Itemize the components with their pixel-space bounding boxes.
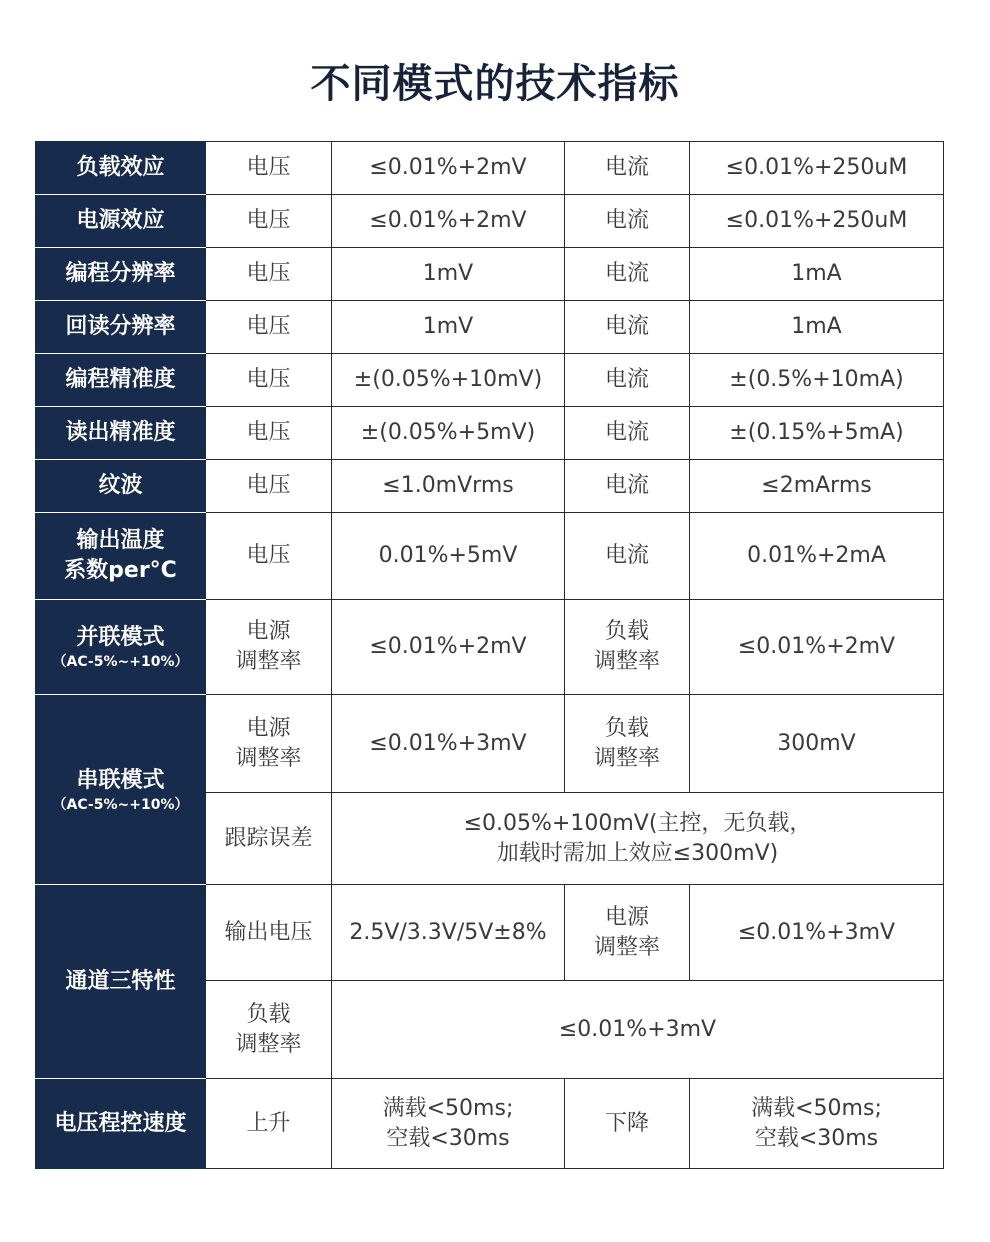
param-label: 跟踪误差 [206, 793, 332, 885]
param-label-line: 负载 [604, 715, 649, 741]
param-label [206, 695, 332, 793]
row-header: 电源效应 [36, 195, 206, 248]
param-value: ≤1.0mVrms [332, 460, 565, 513]
param-label-line: 调整率 [593, 934, 660, 960]
param-value: ≤0.01%+250uM [690, 142, 944, 195]
param-label [565, 600, 690, 695]
param-label: 电流 [565, 407, 690, 460]
param-value: 1mV [332, 301, 565, 354]
row-header: 编程精准度 [36, 354, 206, 407]
table-row [36, 600, 944, 695]
param-label: 电压 [206, 407, 332, 460]
table-row [36, 407, 944, 460]
param-value: ±(0.5%+10mA) [690, 354, 944, 407]
param-label-line: 负载 [604, 619, 649, 644]
param-label: 电压 [206, 195, 332, 248]
row-header [36, 695, 206, 885]
param-label-line: 调整率 [235, 649, 302, 674]
row-header [36, 600, 206, 695]
param-label-line: 电源 [246, 619, 291, 644]
param-value-line: 满载<50ms; [382, 1095, 514, 1121]
param-label-line: 电源 [604, 904, 649, 930]
param-value: 1mV [332, 248, 565, 301]
table-row [36, 695, 944, 793]
spec-table [35, 141, 944, 1169]
param-label-line: 调整率 [235, 1031, 302, 1057]
param-value: 300mV [690, 695, 944, 793]
row-header-line: 系数per°C [64, 558, 177, 583]
param-label: 上升 [206, 1079, 332, 1169]
row-header-line: 串联模式 [76, 767, 165, 793]
param-label-line: 调整率 [593, 649, 660, 674]
table-row [36, 142, 944, 195]
param-value: ±(0.05%+10mV) [332, 354, 565, 407]
param-value [332, 1079, 565, 1169]
param-value: ±(0.15%+5mA) [690, 407, 944, 460]
row-header: 负载效应 [36, 142, 206, 195]
param-label: 电压 [206, 142, 332, 195]
param-value: ≤2mArms [690, 460, 944, 513]
param-label: 电压 [206, 301, 332, 354]
param-label: 电压 [206, 354, 332, 407]
param-value: ≤0.01%+2mV [332, 195, 565, 248]
table-row [36, 301, 944, 354]
row-header: 编程分辨率 [36, 248, 206, 301]
param-label-line: 调整率 [593, 745, 660, 771]
param-label: 电流 [565, 248, 690, 301]
param-value: ≤0.01%+3mV [332, 695, 565, 793]
param-label: 电流 [565, 301, 690, 354]
param-value: ≤0.01%+2mV [332, 142, 565, 195]
param-label: 输出电压 [206, 885, 332, 981]
param-label [565, 885, 690, 981]
param-value-line: 空载<30ms [386, 1125, 510, 1151]
param-label: 电压 [206, 460, 332, 513]
param-value: 0.01%+5mV [332, 513, 565, 600]
param-value-line: 加载时需加上效应≤300mV) [496, 840, 779, 866]
param-label-line: 调整率 [235, 745, 302, 771]
param-value [332, 793, 944, 885]
param-label: 电压 [206, 513, 332, 600]
table-row [36, 195, 944, 248]
param-label: 电流 [565, 513, 690, 600]
param-value: 1mA [690, 248, 944, 301]
table-row [36, 248, 944, 301]
table-row [36, 885, 944, 981]
param-label: 电流 [565, 354, 690, 407]
param-label [565, 695, 690, 793]
param-label: 电流 [565, 195, 690, 248]
param-label: 下降 [565, 1079, 690, 1169]
table-row [36, 460, 944, 513]
table-row [36, 513, 944, 600]
row-header-line: 并联模式 [76, 625, 165, 650]
row-header: 读出精准度 [36, 407, 206, 460]
param-value-line: ≤0.05%+100mV(主控，无负载， [463, 810, 812, 836]
row-header: 纹波 [36, 460, 206, 513]
param-value: ≤0.01%+3mV [332, 981, 944, 1079]
param-value: ≤0.01%+250uM [690, 195, 944, 248]
row-header-sub: （AC-5%~+10%） [52, 796, 189, 813]
table-row [36, 1079, 944, 1169]
row-header: 回读分辨率 [36, 301, 206, 354]
param-value: 0.01%+2mA [690, 513, 944, 600]
param-value [690, 1079, 944, 1169]
row-header: 电压程控速度 [36, 1079, 206, 1169]
param-label [206, 600, 332, 695]
param-label-line: 电源 [246, 715, 291, 741]
param-value: ≤0.01%+2mV [332, 600, 565, 695]
param-value: ≤0.01%+3mV [690, 885, 944, 981]
row-header-sub: （AC-5%~+10%） [52, 654, 189, 670]
param-label [206, 981, 332, 1079]
param-label-line: 负载 [246, 1001, 291, 1027]
param-value: 2.5V/3.3V/5V±8% [332, 885, 565, 981]
row-header: 通道三特性 [36, 885, 206, 1079]
row-header [36, 513, 206, 600]
page-title: 不同模式的技术指标 [310, 61, 680, 107]
param-value-line: 空载<30ms [754, 1125, 879, 1151]
param-value: 1mA [690, 301, 944, 354]
table-row [36, 354, 944, 407]
param-label: 电压 [206, 248, 332, 301]
param-value: ±(0.05%+5mV) [332, 407, 565, 460]
param-value: ≤0.01%+2mV [690, 600, 944, 695]
row-header-line: 输出温度 [76, 528, 165, 553]
param-label: 电流 [565, 460, 690, 513]
param-value-line: 满载<50ms; [751, 1095, 882, 1121]
param-label: 电流 [565, 142, 690, 195]
